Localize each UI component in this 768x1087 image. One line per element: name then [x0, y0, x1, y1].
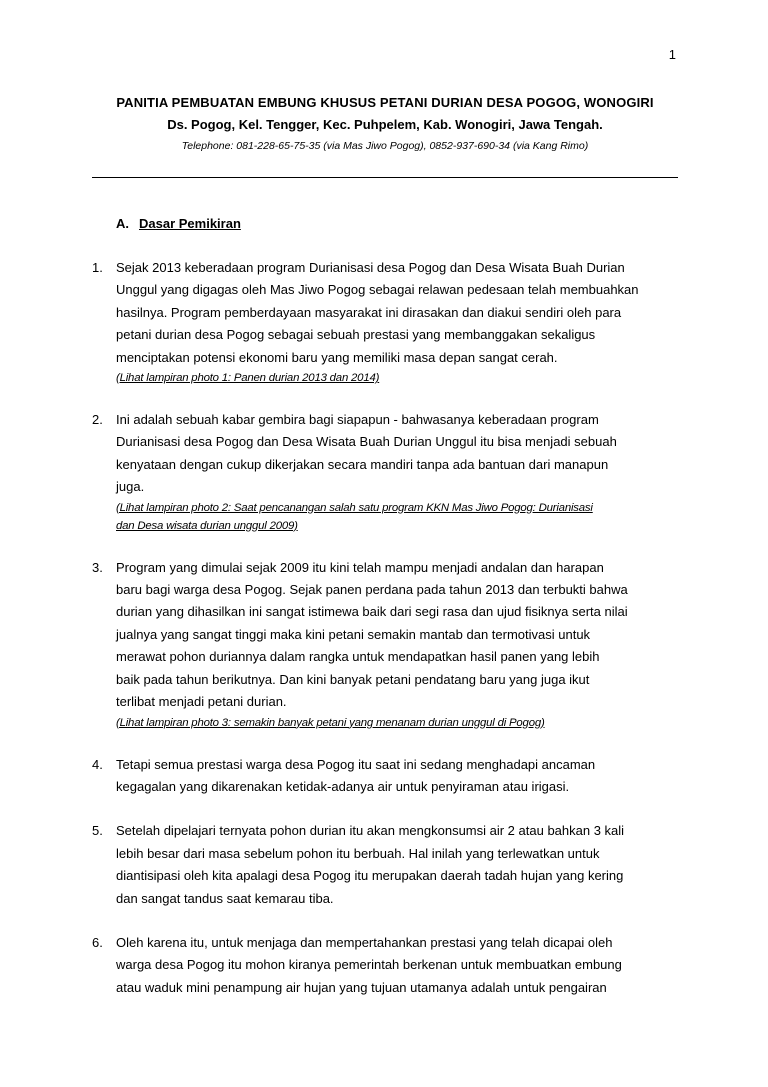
item-line: juga.: [116, 479, 145, 495]
list-item: [92, 932, 682, 999]
photo-reference: (Lihat lampiran photo 2: Saat pencanangan salah satu program KKN Mas Jiwo Pogog: Durianisasi: [116, 501, 593, 514]
list-item: [92, 820, 682, 910]
numbered-list: [92, 257, 682, 1021]
item-line: diantisipasi oleh kita apalagi desa Pogog itu merupakan daerah tadah hujan yang kering: [116, 868, 624, 884]
item-line: petani durian desa Pogog sebagai sebuah prestasi yang membanggakan sekaligus: [116, 327, 596, 343]
list-item: [92, 754, 682, 799]
section-letter: A.: [116, 216, 129, 231]
list-item: [92, 409, 682, 535]
item-line: Oleh karena itu, untuk menjaga dan mempertahankan prestasi yang telah dicapai oleh: [116, 934, 613, 950]
item-line: Ini adalah sebuah kabar gembira bagi siapapun - bahwasanya keberadaan program: [116, 412, 599, 428]
item-line: Tetapi semua prestasi warga desa Pogog itu saat ini sedang menghadapi ancaman: [116, 756, 596, 772]
item-line: kegagalan yang dikarenakan ketidak-adanya air untuk penyiraman atau irigasi.: [116, 778, 570, 794]
item-line: Program yang dimulai sejak 2009 itu kini telah mampu menjadi andalan dan harapan: [116, 559, 604, 575]
photo-reference: (Lihat lampiran photo 1: Panen durian 2013 dan 2014): [116, 372, 380, 385]
item-line: merawat pohon duriannya dalam rangka untuk mendapatkan hasil panen yang lebih: [116, 649, 600, 665]
item-line: terlibat menjadi petani durian.: [116, 694, 287, 710]
item-line: durian yang dihasilkan ini sangat istimewa baik dari segi rasa dan ujud fisiknya serta nilai: [116, 604, 628, 620]
header-divider: [92, 177, 678, 178]
item-line: atau waduk mini penampung air hujan yang tujuan utamanya adalah untuk pengairan: [116, 979, 607, 995]
item-line: menciptakan potensi ekonomi baru yang memiliki masa depan sangat cerah.: [116, 349, 558, 365]
photo-reference: dan Desa wisata durian unggul 2009): [116, 519, 298, 532]
item-line: lebih besar dari masa sebelum pohon itu berbuah. Hal inilah yang terlewatkan untuk: [116, 845, 600, 861]
section-heading: [116, 213, 241, 235]
item-line: dan sangat tandus saat kemarau tiba.: [116, 890, 334, 906]
page-number: 1: [668, 47, 676, 62]
section-title: Dasar Pemikiran: [139, 216, 241, 231]
item-line: jualnya yang sangat tinggi maka kini petani semakin mantab dan termotivasi untuk: [116, 626, 591, 642]
item-number: 6.: [92, 934, 103, 950]
list-item: [92, 257, 682, 387]
list-item: [92, 557, 682, 732]
item-number: 5.: [92, 823, 103, 839]
item-line: kenyataan dengan cukup dikerjakan secara mandiri tanpa ada bantuan dari manapun: [116, 456, 609, 472]
organization-phone: Telephone: 081-228-65-75-35 (via Mas Jiwo Pogog), 0852-937-690-34 (via Kang Rimo): [181, 140, 589, 152]
organization-name: PANITIA PEMBUATAN EMBUNG KHUSUS PETANI DURIAN DESA POGOG, WONOGIRI: [116, 95, 654, 110]
photo-reference: (Lihat lampiran photo 3: semakin banyak petani yang menanam durian unggul di Pogog): [116, 716, 545, 729]
letterhead: [92, 92, 678, 156]
item-number: 2.: [92, 412, 103, 428]
item-line: baik pada tahun berikutnya. Dan kini banyak petani pendatang baru yang juga ikut: [116, 671, 590, 687]
item-line: Setelah dipelajari ternyata pohon durian itu akan mengkonsumsi air 2 atau bahkan 3 kali: [116, 823, 625, 839]
item-number: 1.: [92, 260, 103, 275]
organization-address: Ds. Pogog, Kel. Tengger, Kec. Puhpelem, Kab. Wonogiri, Jawa Tengah.: [167, 117, 603, 132]
item-line: Sejak 2013 keberadaan program Durianisasi desa Pogog dan Desa Wisata Buah Durian: [116, 260, 625, 275]
item-number: 3.: [92, 559, 103, 575]
item-line: Durianisasi desa Pogog dan Desa Wisata Buah Durian Unggul itu bisa menjadi sebuah: [116, 434, 617, 450]
item-number: 4.: [92, 756, 103, 772]
item-line: Unggul yang digagas oleh Mas Jiwo Pogog sebagai relawan pedesaan telah membuahkan: [116, 282, 639, 298]
item-line: baru bagi warga desa Pogog. Sejak panen perdana pada tahun 2013 dan terbukti bahwa: [116, 582, 628, 598]
item-line: hasilnya. Program pemberdayaan masyarakat ini dirasakan dan diakui sendiri oleh para: [116, 304, 622, 320]
item-line: warga desa Pogog itu mohon kiranya pemerintah berkenan untuk membuatkan embung: [116, 957, 622, 973]
